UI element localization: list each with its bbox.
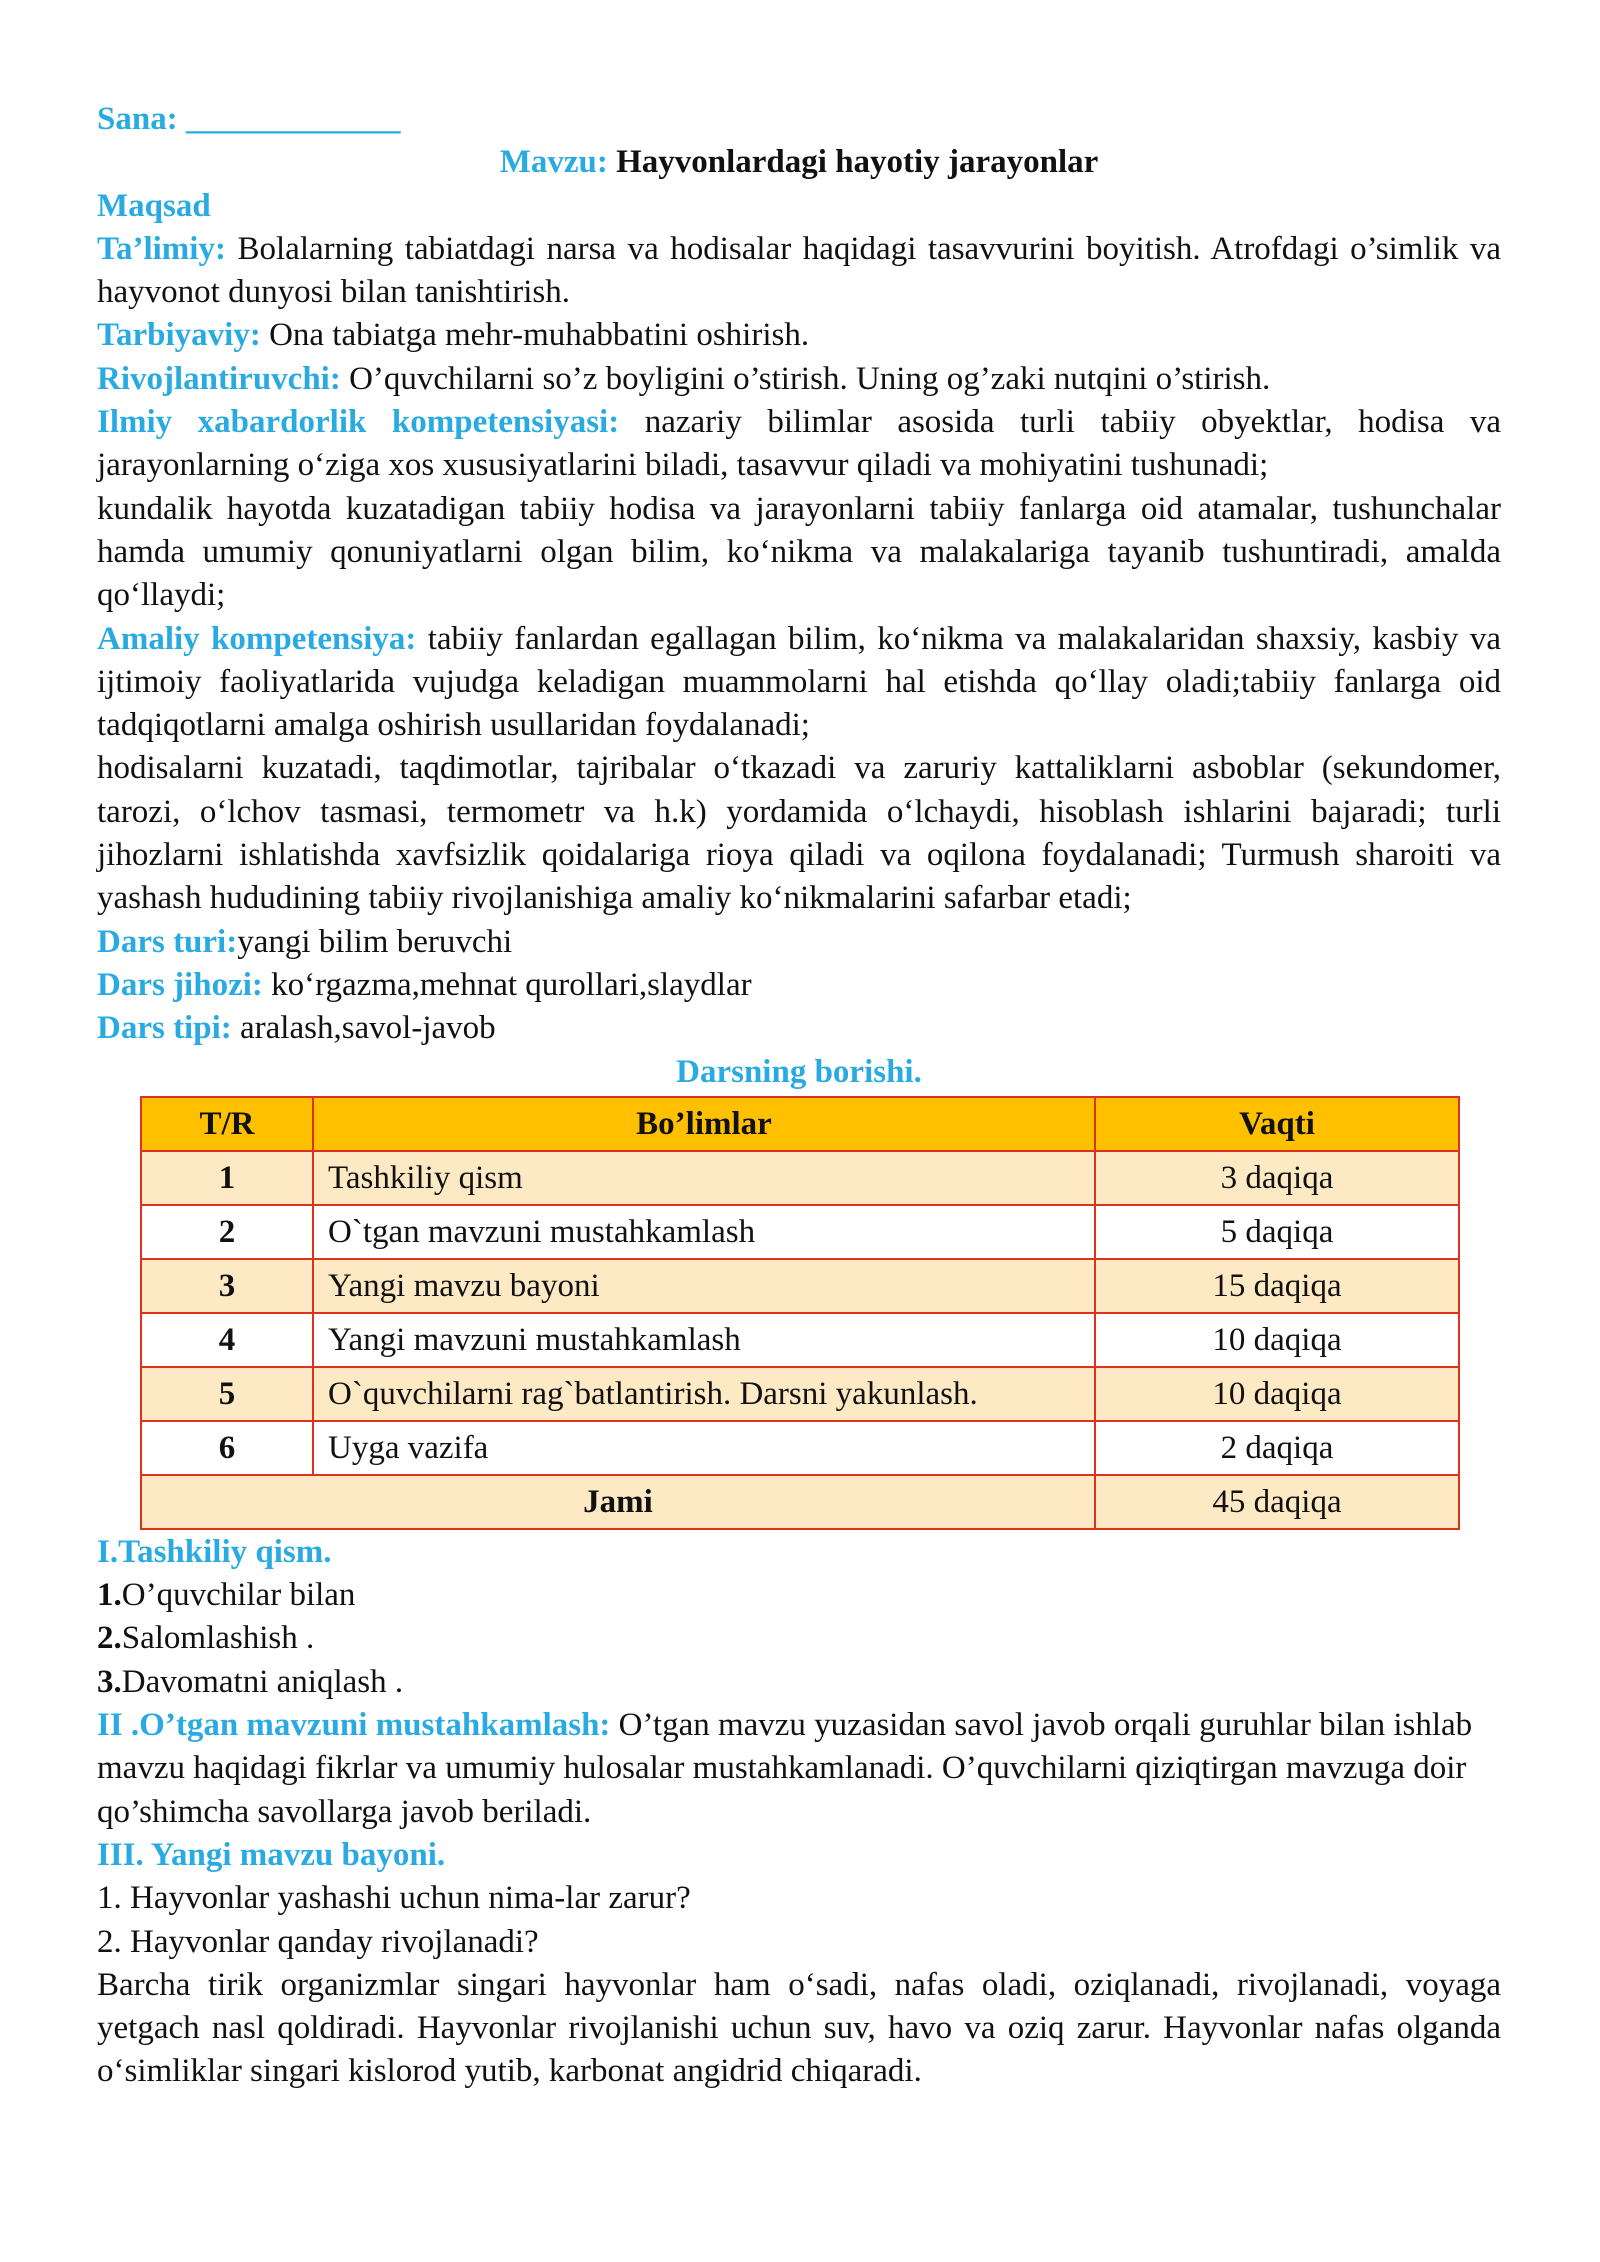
row-section: O`quvchilarni rag`batlantirish. Darsni yakunlash. [313,1367,1095,1421]
part3-question-2: 2. Hayvonlar qanday rivojlanadi? [97,1923,539,1960]
date-line [97,98,1501,141]
topic-label: Mavzu: [499,144,608,181]
item-number: 3. [97,1663,122,1700]
goal-educational-text: Bolalarning tabiatdagi narsa va hodisalar haqidagi tasavvurini boyitish. Atrofdagi o’simlik va hayvonot dunyosi bilan tanishtirish. [97,230,1501,311]
schedule-table [140,1096,1460,1530]
table-row [141,1367,1459,1421]
row-time: 15 daqiqa [1095,1259,1459,1313]
row-time: 3 daqiqa [1095,1151,1459,1205]
lesson-kind-value: aralash,savol-javob [231,1010,496,1047]
table-row [141,1151,1459,1205]
lesson-type-label: Dars turi: [97,923,238,960]
item-text: O’quvchilar bilan [121,1577,356,1614]
part3-heading: III. Yangi mavzu bayoni. [97,1836,446,1873]
row-number: 1 [141,1151,313,1205]
part2-heading: II .O’tgan mavzuni mustahkamlash: [97,1707,611,1744]
total-row [141,1475,1459,1529]
row-number: 5 [141,1367,313,1421]
goal-science-label: Ilmiy xabardorlik kompetensiyasi: [97,404,620,441]
total-label: Jami [141,1475,1095,1529]
goal-developmental-label: Rivojlantiruvchi: [97,360,341,397]
lesson-equipment [97,964,1501,1007]
lesson-kind [97,1007,1501,1050]
part2 [97,1704,1501,1834]
date-label: Sana: [97,101,178,137]
goal-upbringing-text: Ona tabiatga mehr-muhabbatini oshirish. [260,317,810,354]
item-text: Salomlashish . [121,1620,315,1657]
goal-practical [97,618,1501,748]
row-section: O`tgan mavzuni mustahkamlash [313,1205,1095,1259]
goal-science-text-2: kundalik hayotda kuzatadigan tabiiy hodisa va jarayonlarni tabiiy fanlarga oid atamalar, tushunchalar hamda umumiy qonuniyatlarni olgan bilim, ko‘nikma va malakalariga tayanib tushuntiradi, amalda qo‘llaydi; [97,490,1501,614]
lesson-plan-page [97,98,1501,2094]
goal-practical-label: Amaliy kompetensiya: [97,620,417,657]
item-number: 1. [97,1577,122,1614]
schedule-header-row [141,1097,1459,1151]
row-section: Uyga vazifa [313,1421,1095,1475]
row-section: Tashkiliy qism [313,1151,1095,1205]
goal-science [97,401,1501,488]
part3-question-1: 1. Hayvonlar yashashi uchun nima-lar zarur? [97,1880,691,1917]
part1-heading: I.Tashkiliy qism. [97,1533,332,1570]
total-value: 45 daqiqa [1095,1475,1459,1529]
list-item [97,1574,1501,1617]
goal-developmental [97,358,1501,401]
row-number: 2 [141,1205,313,1259]
topic-value: Hayvonlardagi hayotiy jarayonlar [616,144,1099,181]
table-row [141,1421,1459,1475]
part3-paragraph: Barcha tirik organizmlar singari hayvonlar ham o‘sadi, nafas oladi, oziqlanadi, rivojlanadi, voyaga yetgach nasl qoldiradi. Hayvonlar rivojlanishi uchun suv, havo va oziq zarur. Hayvonlar nafas olganda o‘simliklar singari kislorod yutib, karbonat angidrid chiqaradi. [97,1966,1501,2090]
lesson-equipment-value: ko‘rgazma,mehnat qurollari,slaydlar [262,966,752,1003]
row-time: 2 daqiqa [1095,1421,1459,1475]
lesson-type [97,921,1501,964]
table-row [141,1205,1459,1259]
row-section: Yangi mavzuni mustahkamlash [313,1313,1095,1367]
row-number: 3 [141,1259,313,1313]
goal-educational-label: Ta’limiy: [97,230,226,267]
topic-line [97,141,1501,184]
row-number: 6 [141,1421,313,1475]
goal-upbringing [97,314,1501,357]
header-time: Vaqti [1095,1097,1459,1151]
goal-practical-text-1: tabiiy fanlardan egallagan bilim, ko‘nikma va malakalaridan shaxsiy, kasbiy va ijtimoiy faoliyatlarida vujudga keladigan muammolarni hal etishda qo‘llay oladi;tabiiy fanlarga oid tadqiqotlarni amalga oshirish usullaridan foydalanadi; [97,620,1501,744]
lesson-type-value: yangi bilim beruvchi [237,923,513,960]
list-item [97,1661,1501,1704]
goal-science-text-1: nazariy bilimlar asosida turli tabiiy obyektlar, hodisa va jarayonlarning o‘ziga xos xususiyatlarini biladi, tasavvur qiladi va mohiyatini tushunadi; [97,404,1501,484]
goal-developmental-text: O’quvchilarni so’z boyligini o’stirish. Uning og’zaki nutqini o’stirish. [340,360,1271,397]
item-text: Davomatni aniqlash . [121,1663,404,1700]
item-number: 2. [97,1620,122,1657]
schedule-title: Darsning borishi. [676,1053,922,1090]
table-row [141,1313,1459,1367]
row-time: 10 daqiqa [1095,1313,1459,1367]
list-item [97,1617,1501,1660]
table-row [141,1259,1459,1313]
header-number: T/R [141,1097,313,1151]
goals-heading: Maqsad [97,187,211,224]
header-sections: Bo’limlar [313,1097,1095,1151]
date-blank: _____________ [185,101,401,137]
row-time: 10 daqiqa [1095,1367,1459,1421]
goal-educational [97,228,1501,315]
row-number: 4 [141,1313,313,1367]
goal-upbringing-label: Tarbiyaviy: [97,317,261,354]
row-section: Yangi mavzu bayoni [313,1259,1095,1313]
goal-practical-text-2: hodisalarni kuzatadi, taqdimotlar, tajribalar o‘tkazadi va zaruriy kattaliklarni asboblar (sekundomer, tarozi, o‘lchov tasmasi, termometr va h.k) yordamida o‘lchaydi, hisoblash ishlarini bajaradi; turli jihozlarni ishlatishda xavfsizlik qoidalariga rioya qiladi va oqilona foydalanadi; Turmush sharoiti va yashash hududining tabiiy rivojlanishiga amaliy ko‘nikmalarini safarbar etadi; [97,750,1501,917]
lesson-kind-label: Dars tipi: [97,1010,232,1047]
lesson-equipment-label: Dars jihozi: [97,966,263,1003]
part2-text: O’tgan mavzu yuzasidan savol javob orqali guruhlar bilan ishlab mavzu haqidagi fikrlar va umumiy hulosalar mustahkamlanadi. O’quvchilarni qiziqtirgan mavzuga doir qo’shimcha savollarga javob beriladi. [97,1707,1473,1830]
row-time: 5 daqiqa [1095,1205,1459,1259]
